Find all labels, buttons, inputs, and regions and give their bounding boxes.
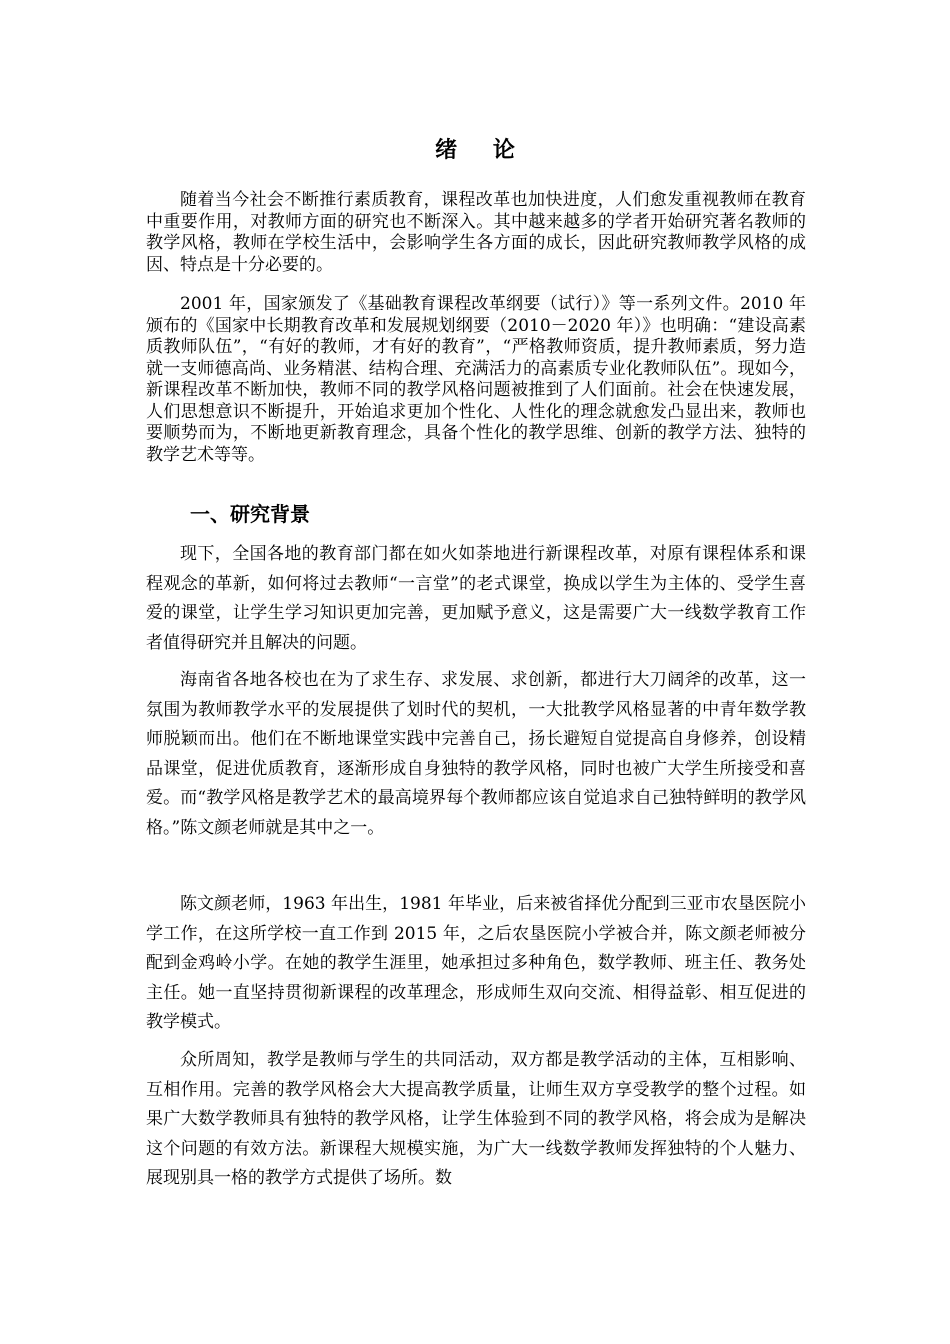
section-paragraph-1: 现下，全国各地的教育部门都在如火如荼地进行新课程改革，对原有课程体系和课程观念的革新，如何将过去教师“一言堂”的老式课堂，换成以学生为主体的、受学生喜爱的课堂，让学生学习知识更加完善，更加赋予意义，这是需要广大一线数学教育工作者值得研究并且解决的问题。 bbox=[146, 544, 806, 653]
section-paragraph-2: 海南省各地各校也在为了求生存、求发展、求创新，都进行大刀阔斧的改革，这一氛围为教师教学水平的发展提供了划时代的契机，一大批教学风格显著的中青年数学教师脱颖而出。他们在不断地课堂实践中完善自己，扬长避短自觉提高自身修养，创设精品课堂，促进优质教育，逐渐形成自身独特的教学风格，同时也被广大学生所接受和喜爱。而“教学风格是教学艺术的最高境界每个教师都应该自觉追求自己独特鲜明的教学风格。”陈文颜老师就是其中之一。 bbox=[146, 670, 806, 838]
intro-paragraph-1: 随着当今社会不断推行素质教育，课程改革也加快进度，人们愈发重视教师在教育中重要作用，对教师方面的研究也不断深入。其中越来越多的学者开始研究著名教师的教学风格，教师在学校生活中，会影响学生各方面的成长，因此研究教师教学风格的成因、特点是十分必要的。 bbox=[146, 190, 806, 275]
section-heading: 一、研究背景 bbox=[190, 502, 310, 526]
section-paragraph-3: 陈文颜老师，1963 年出生，1981 年毕业，后来被省择优分配到三亚市农垦医院小学工作，在这所学校一直工作到 2015 年，之后农垦医院小学被合并，陈文颜老师被分配到金鸡岭小学。在她的教学生涯里，她承担过多种角色，数学教师、班主任、教务处主任。她一直坚持贯彻新课程的改革理念，形成师生双向交流、相得益彰、相互促进的教学模式。 bbox=[146, 894, 806, 1033]
page-title: 绪 论 bbox=[435, 137, 529, 163]
intro-paragraph-2: 2001 年，国家颁发了《基础教育课程改革纲要（试行）》等一系列文件。2010 年颁布的《国家中长期教育改革和发展规划纲要（2010－2020 年）》也明确：“建设高素质教师队伍”，“有好的教师，才有好的教育”，“严格教师资质，提升教师素质，努力造就一支师德高尚、业务精湛、结构合理、充满活力的高素质专业化教师队伍”。现如今，新课程改革不断加快，教师不同的教学风格问题被推到了人们面前。社会在快速发展，人们思想意识不断提升，开始追求更加个性化、人性化的理念就愈发凸显出来，教师也要顺势而为，不断地更新教育理念，具备个性化的教学思维、创新的教学方法、独特的教学艺术等等。 bbox=[146, 294, 806, 465]
section-paragraph-4: 众所周知，教学是教师与学生的共同活动，双方都是教学活动的主体，互相影响、互相作用。完善的教学风格会大大提高教学质量，让师生双方享受教学的整个过程。如果广大数学教师具有独特的教学风格，让学生体验到不同的教学风格，将会成为是解决这个问题的有效方法。新课程大规模实施，为广大一线数学教师发挥独特的个人魅力、展现别具一格的教学方式提供了场所。数 bbox=[146, 1050, 806, 1189]
